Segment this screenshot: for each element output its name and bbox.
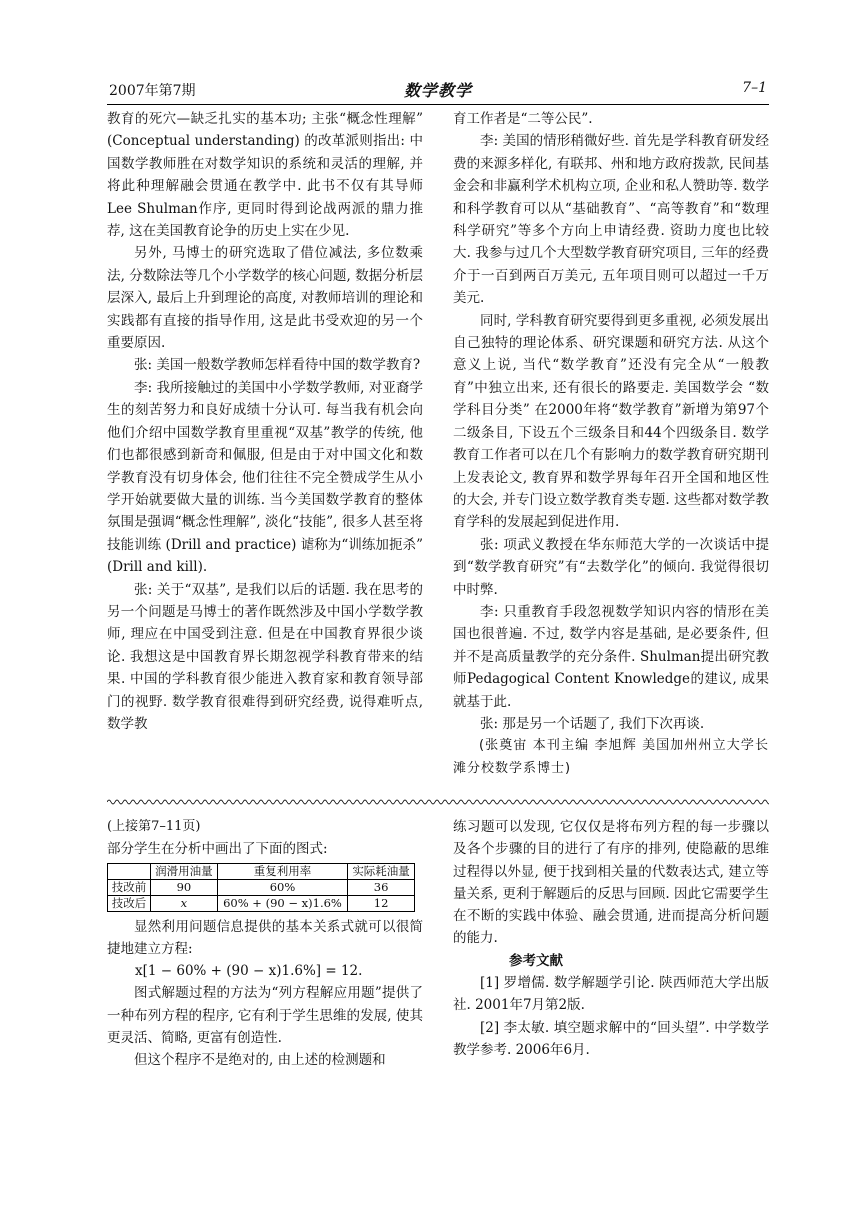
paragraph: 教育的死穴—缺乏扎实的基本功; 主张“概念性理解” (Conceptual understanding) 的改革派则指出: 中国数学教师胜在对数学知识的系统和灵活的理解, 并将此种理解融会贯通在教学中. 此书不仅有其导师Lee Shulman作序, 更同时得到论战两派的鼎力推荐, 这在美国教育论争的历史上实在少见. bbox=[107, 111, 423, 240]
paragraph: 同时, 学科教育研究要得到更多重视, 必须发展出自己独特的理论体系、研究课题和研究方法. 从这个意义上说, 当代“数学教育”还没有完全从“一般教育”中独立出来, 还有很长的路要走. 美国数学会 “数学科目分类” 在2000年将“数学教育”新增为第97个二级条目, 下设五个三级条目和44个四级条目. 数学教育工作者可以在几个有影响力的数学教育研究期刊上发表论文, 教育界和数学界每年召开全国和地区性的大会, 并专门设立数学教育类专题. 这些都对数学教育学科的发展起到促进作用. bbox=[453, 312, 769, 531]
paragraph: 李: 美国的情形稍微好些. 首先是学科教育研发经费的来源多样化, 有联邦、州和地方政府拨款, 民间基金会和非赢利学术机构立项, 企业和私人赞助等. 数学和科学教育可以从“基础教育”、“高等教育”和“数理科学研究”等多个方向上申请经费. 资助力度也比较大. 我参与过几个大型数学教育研究项目, 三年的经费介于一百到两百万美元, 五年项目则可以超过一千万美元. bbox=[453, 133, 769, 307]
page-number: 7–1 bbox=[742, 80, 767, 96]
table-cell: 技改后 bbox=[108, 895, 151, 911]
paragraph: 李: 只重教育手段忽视数学知识内容的情形在美国也很普遍. 不过, 数学内容是基础, 是必要条件, 但并不是高质量教学的充分条件. Shulman提出研究教师Pedagogical Content Knowledge的建议, 成果就基于此. bbox=[453, 603, 769, 710]
table-cell: 12 bbox=[348, 895, 415, 911]
interview-right-column bbox=[453, 108, 769, 780]
journal-title: 数学教学 bbox=[403, 81, 472, 100]
paragraph: 另外, 马博士的研究选取了借位减法, 多位数乘法, 分数除法等几个小学数学的核心问题, 数据分析层层深入, 最后上升到理论的高度, 对教师培训的理论和实践都有直接的指导作用, 这是此书受欢迎的另一个重要原因. bbox=[107, 245, 423, 352]
continued-left-column bbox=[107, 816, 423, 1072]
reference-item: [1] 罗增儒. 数学解题学引论. 陕西师范大学出版社. 2001年7月第2版. bbox=[453, 975, 769, 1014]
table-row bbox=[108, 895, 415, 911]
paragraph: 张: 那是另一个话题了, 我们下次再谈. bbox=[480, 715, 705, 732]
continued-note: (上接第7–11页) bbox=[107, 819, 201, 834]
references-heading: 参考文献 bbox=[509, 952, 563, 969]
paragraph: 育工作者是“二等公民”. bbox=[453, 111, 593, 127]
wavy-divider bbox=[107, 796, 769, 808]
paragraph: 张: 项武义教授在华东师范大学的一次谈话中提到“数学教育研究”有“去数学化”的倾向. 我觉得很切中时弊. bbox=[453, 536, 769, 598]
table-cell: 60% + (90 − x)1.6% bbox=[217, 895, 347, 911]
running-header bbox=[107, 78, 769, 105]
table-header-cell: 润滑用油量 bbox=[151, 863, 218, 879]
continued-article-section bbox=[107, 816, 769, 1216]
paragraph: 练习题可以发现, 它仅仅是将布列方程的每一步骤以及各个步骤的目的进行了有序的排列, 使隐蔽的思维过程得以外显, 便于找到相关量的代数表达式, 建立等量关系, 更利于解题后的反思与回顾. 因此它需要学生在不断的实践中体验、融会贯通, 进而提高分析问题的能力. bbox=[453, 819, 769, 947]
paragraph: 但这个程序不是绝对的, 由上述的检测题和 bbox=[134, 1052, 386, 1069]
table-cell: 36 bbox=[348, 879, 415, 895]
table-cell: x bbox=[151, 895, 218, 911]
table-header-row bbox=[108, 863, 415, 879]
interview-left-column bbox=[107, 108, 423, 735]
table-cell: 技改前 bbox=[108, 879, 151, 895]
paragraph: 张: 美国一般数学教师怎样看待中国的数学教育? bbox=[134, 357, 421, 374]
oil-usage-table bbox=[107, 863, 415, 912]
continued-left-body bbox=[107, 916, 423, 1072]
equation: x[1 − 60% + (90 − x)1.6%] = 12. bbox=[135, 963, 363, 980]
table-header-cell: 重复利用率 bbox=[217, 863, 347, 879]
table-row bbox=[108, 879, 415, 895]
table-intro: 部分学生在分析中画出了下面的图式: bbox=[107, 841, 328, 858]
author-signature: (张奠宙 本刊主编 李旭辉 美国加州州立大学长滩分校数学系博士) bbox=[453, 738, 769, 776]
table-cell: 60% bbox=[217, 879, 347, 895]
paragraph: 张: 关于“双基”, 是我们以后的话题. 我在思考的另一个问题是马博士的著作既然涉及中国小学数学教师, 理应在中国受到注意. 但是在中国教育界很少谈论. 我想这是中国教育界长期忽视学科教育带来的结果. 中国的学科教育很少能进入教育家和教育领导部门的视野. 数学教育很难得到研究经费, 说得难听点, 数学教 bbox=[107, 581, 423, 732]
table-header-cell: 实际耗油量 bbox=[348, 863, 415, 879]
table-cell: 90 bbox=[151, 879, 218, 895]
paragraph: 图式解题过程的方法为“列方程解应用题”提供了一种布列方程的程序, 它有利于学生思维的发展, 使其更灵活、简略, 更富有创造性. bbox=[107, 985, 423, 1047]
continued-right-body bbox=[453, 816, 769, 950]
paragraph: 显然利用问题信息提供的基本关系式就可以很简捷地建立方程: bbox=[107, 918, 423, 957]
table-header-cell bbox=[108, 863, 151, 879]
continued-right-column bbox=[453, 816, 769, 1061]
reference-item: [2] 李太敏. 填空题求解中的“回头望”. 中学数学教学参考. 2006年6月. bbox=[453, 1019, 769, 1058]
journal-page bbox=[107, 78, 769, 1069]
interview-section bbox=[107, 108, 769, 795]
paragraph: 李: 我所接触过的美国中小学数学教师, 对亚裔学生的刻苦努力和良好成绩十分认可. 每当我有机会向他们介绍中国数学教育里重视“双基”教学的传统, 他们也都很感到新奇和佩服, 但是由于对中国文化和数学教育没有切身体会, 他们往往不完全赞成学生从小学开始就要做大量的训练. 当今美国数学教育的整体氛围是强调“概念性理解”, 淡化“技能”, 很多人甚至将技能训练 (Drill and practice) 谑称为“训练加扼杀” (Drill and kill). bbox=[107, 379, 423, 576]
issue-label: 2007年第7期 bbox=[109, 83, 196, 99]
